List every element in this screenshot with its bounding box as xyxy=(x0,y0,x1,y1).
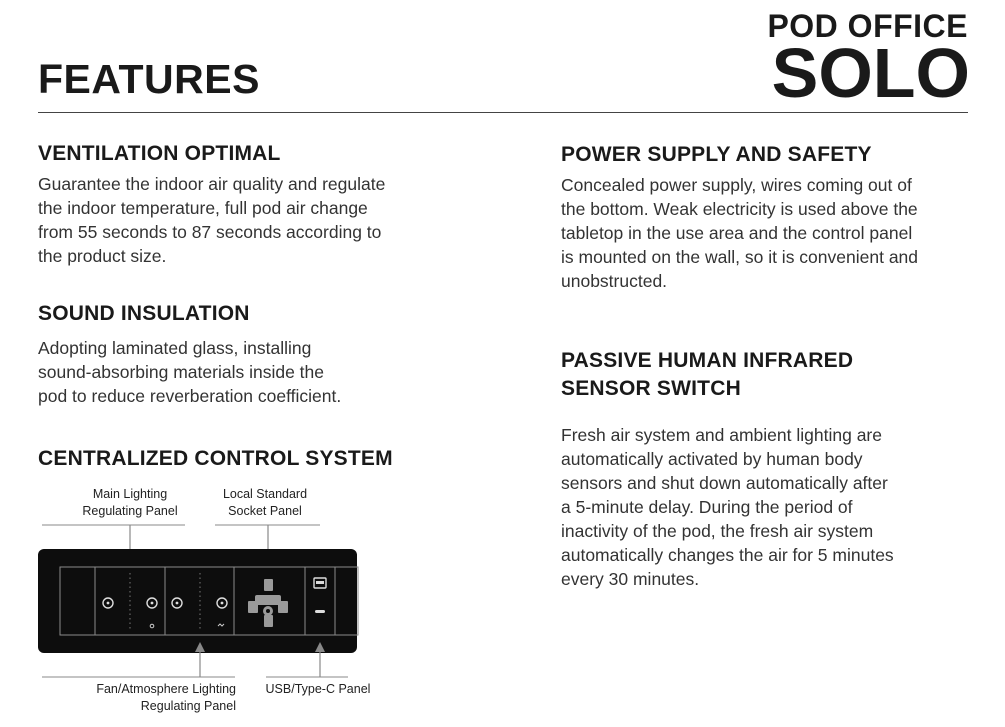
text-line: inactivity of the pod, the fresh air system xyxy=(561,521,874,541)
text-line: from 55 seconds to 87 seconds according to xyxy=(38,222,382,242)
sound-text xyxy=(38,336,418,408)
text-line: a 5-minute delay. During the period of xyxy=(561,497,853,517)
brand-name-line2: SOLO xyxy=(771,34,970,112)
header-divider xyxy=(38,112,968,113)
label-line: Fan/Atmosphere Lighting xyxy=(96,682,236,696)
text-line: pod to reduce reverberation coefficient. xyxy=(38,386,342,406)
sound-heading: SOUND INSULATION xyxy=(38,302,250,325)
text-line: sound-absorbing materials inside the xyxy=(38,362,324,382)
text-line: unobstructed. xyxy=(561,271,668,291)
text-line: automatically changes the air for 5 minutes xyxy=(561,545,894,565)
text-line: the indoor temperature, full pod air change xyxy=(38,198,368,218)
brand-name-line1: POD OFFICE xyxy=(767,8,968,44)
label-fan xyxy=(40,681,236,715)
label-line: Regulating Panel xyxy=(82,504,178,518)
ventilation-text xyxy=(38,172,438,268)
control-panel-diagram xyxy=(30,515,370,685)
text-line: Fresh air system and ambient lighting are xyxy=(561,425,882,445)
label-line: Socket Panel xyxy=(228,504,302,518)
text-line: Concealed power supply, wires coming out of xyxy=(561,175,912,195)
text-line: the bottom. Weak electricity is used above the xyxy=(561,199,918,219)
label-line: Local Standard xyxy=(222,487,308,501)
ventilation-heading: VENTILATION OPTIMAL xyxy=(38,142,281,165)
text-line: Guarantee the indoor air quality and regulate xyxy=(38,174,386,194)
sensor-heading-line1: PASSIVE HUMAN INFRARED xyxy=(561,349,854,372)
page-title: FEATURES xyxy=(38,56,260,102)
text-line: Adopting laminated glass, installing xyxy=(38,338,312,358)
text-line: the product size. xyxy=(38,246,167,266)
text-line: every 30 minutes. xyxy=(561,569,700,589)
label-line: Main Lighting xyxy=(92,487,168,501)
text-line: sensors and shut down automatically after xyxy=(561,473,888,493)
text-line: automatically activated by human body xyxy=(561,449,863,469)
sensor-heading-line2: SENSOR SWITCH xyxy=(561,377,741,400)
label-usb: USB/Type-C Panel xyxy=(265,682,371,696)
label-line: Regulating Panel xyxy=(140,699,236,713)
power-text xyxy=(561,173,973,293)
power-heading: POWER SUPPLY AND SAFETY xyxy=(561,143,872,166)
text-line: tabletop in the use area and the control panel xyxy=(561,223,913,243)
control-heading: CENTRALIZED CONTROL SYSTEM xyxy=(38,447,393,470)
text-line: is mounted on the wall, so it is convenient and xyxy=(561,247,919,267)
sensor-text xyxy=(561,423,936,591)
